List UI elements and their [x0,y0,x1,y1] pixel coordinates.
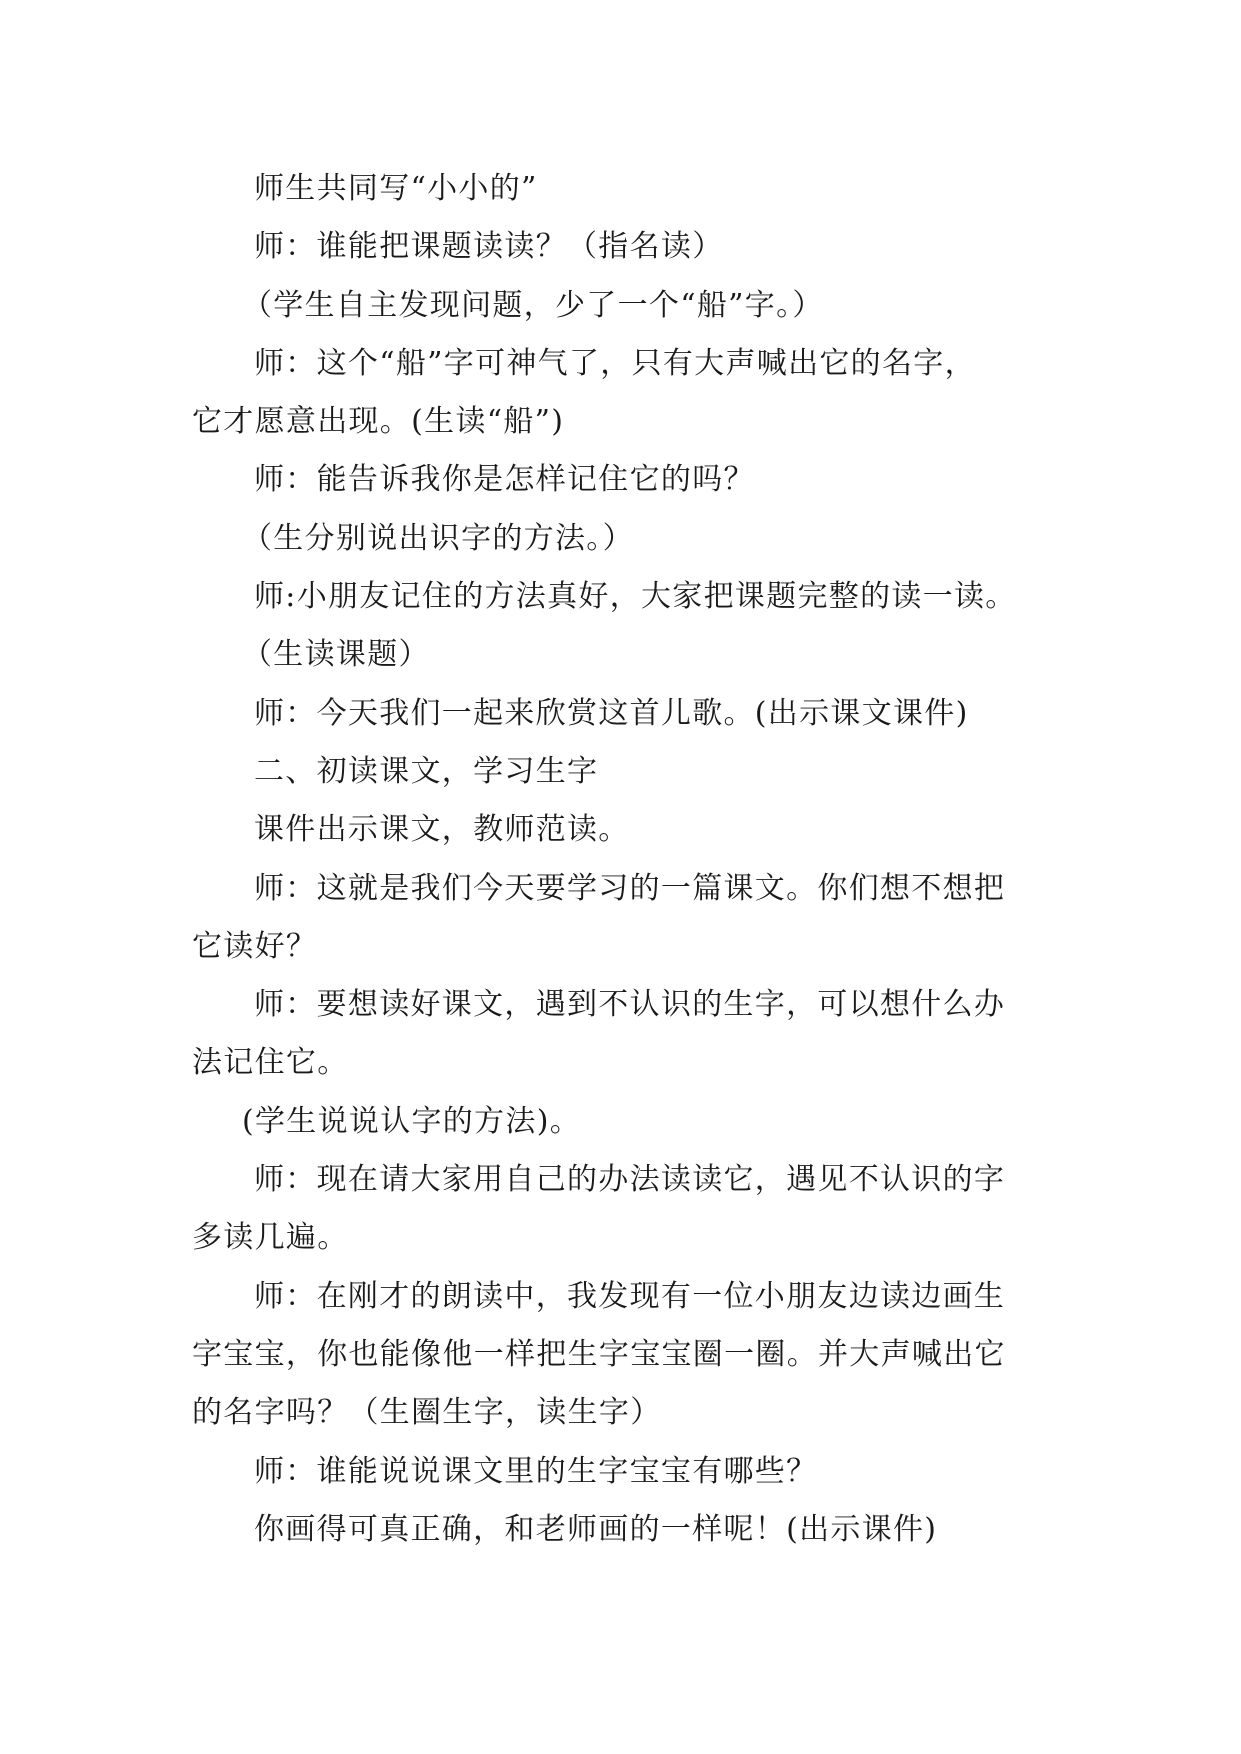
paragraph: （学生自主发现问题，少了一个“船”字。） [242,287,824,323]
paragraph: 师：这就是我们今天要学习的一篇课文。你们想不想把 [254,870,1006,906]
paragraph-continuation: 它读好？ [192,928,318,964]
paragraph: （生分别说出识字的方法。） [242,520,634,556]
paragraph: 师生共同写“小小的” [254,171,538,206]
paragraph-continuation: 法记住它。 [192,1045,349,1081]
paragraph: 师：谁能把课题读读？（指名读） [254,229,724,265]
paragraph-continuation: 多读几遍。 [192,1220,349,1256]
paragraph: （生读课题） [242,637,430,673]
paragraph-continuation: 字宝宝，你也能像他一样把生字宝宝圈一圈。并大声喊出它 [192,1336,1006,1372]
paragraph: 你画得可真正确，和老师画的一样呢！(出示课件) [254,1511,938,1547]
section-heading: 二、初读课文，学习生字 [254,753,599,789]
paragraph-continuation: 它才愿意出现。(生读“船”) [192,404,565,440]
paragraph: 师：要想读好课文，遇到不认识的生字，可以想什么办 [254,987,1006,1023]
paragraph: 师：谁能说说课文里的生字宝宝有哪些？ [254,1453,818,1489]
paragraph: 师：今天我们一起来欣赏这首儿歌。(出示课文课件) [254,695,969,731]
paragraph: 师：现在请大家用自己的办法读读它，遇见不认识的字 [254,1162,1006,1198]
paragraph: (学生说说认字的方法)。 [242,1103,582,1139]
paragraph: 师:小朋友记住的方法真好，大家把课题完整的读一读。 [254,579,1017,615]
paragraph: 师：这个“船”字可神气了，只有大声喊出它的名字， [254,345,976,381]
paragraph: 师：能告诉我你是怎样记住它的吗？ [254,462,755,498]
body-text [192,160,1054,1559]
paragraph: 课件出示课文，教师范读。 [254,812,630,848]
paragraph-continuation: 的名字吗？（生圈生字，读生字） [192,1395,662,1431]
paragraph: 师：在刚才的朗读中，我发现有一位小朋友边读边画生 [254,1278,1006,1314]
